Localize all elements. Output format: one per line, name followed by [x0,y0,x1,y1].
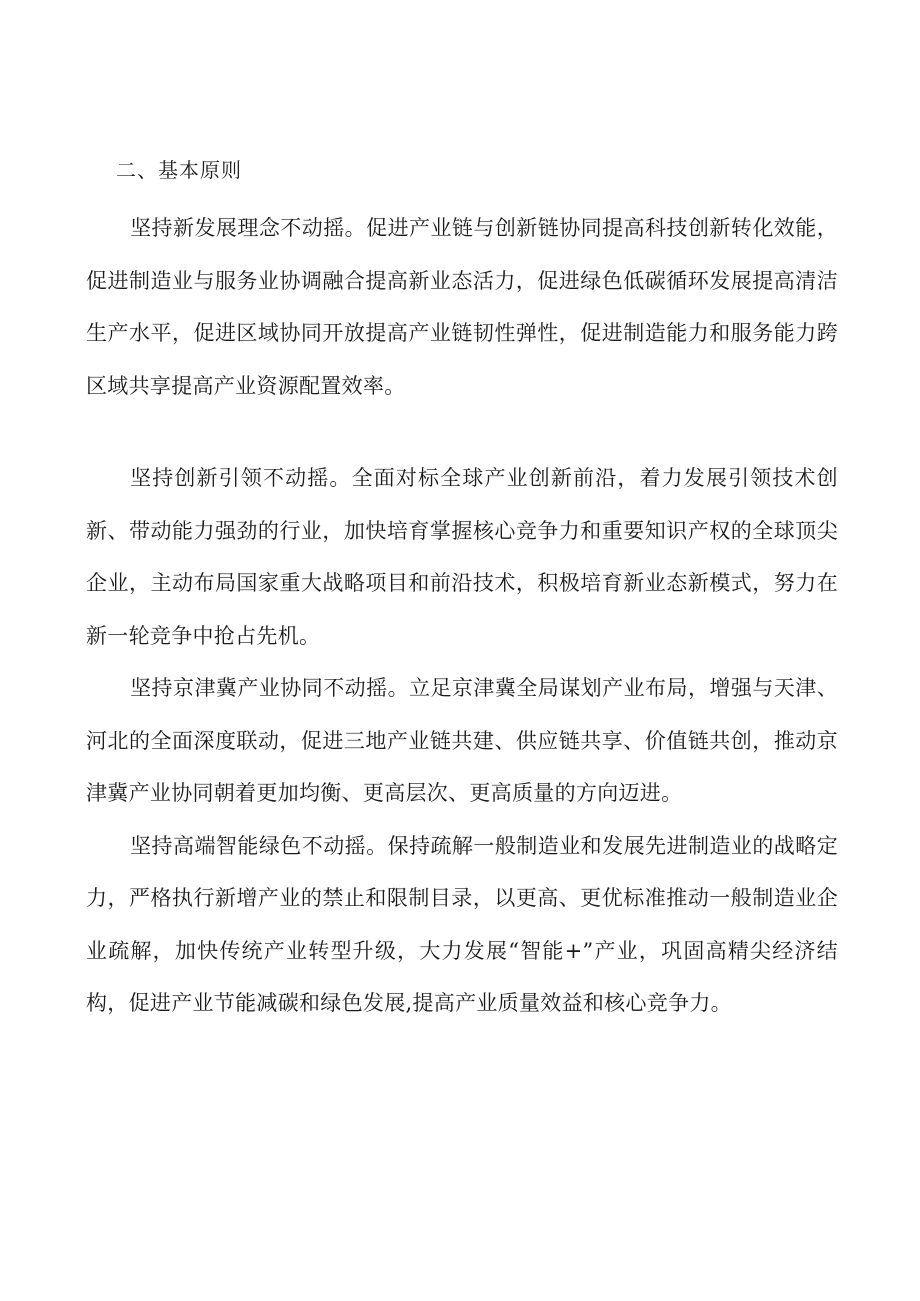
paragraph-high-end-smart-green: 坚持高端智能绿色不动摇。保持疏解一般制造业和发展先进制造业的战略定力，严格执行新增产业的禁止和限制目录，以更高、更优标准推动一般制造业企业疏解，加快传统产业转型升级，大力发展“智能+”产业，巩固高精尖经济结构，促进产业节能减碳和绿色发展,提高产业质量效益和核心竞争力。 [86,833,838,1015]
document-body [86,150,838,1030]
section-heading: 二、基本原则 [116,158,242,182]
paragraph-new-development-concept: 坚持新发展理念不动摇。促进产业链与创新链协同提高科技创新转化效能，促进制造业与服务业协调融合提高新业态活力，促进绿色低碳循环发展提高清洁生产水平，促进区域协同开放提高产业链韧性弹性，促进制造能力和服务能力跨区域共享提高产业资源配置效率。 [86,216,838,398]
paragraph-jingjinji-coordination: 坚持京津冀产业协同不动摇。立足京津冀全局谋划产业布局，增强与天津、河北的全面深度联动，促进三地产业链共建、供应链共享、价值链共创，推动京津冀产业协同朝着更加均衡、更高层次、更高质量的方向迈进。 [86,676,838,805]
paragraph-innovation-leadership: 坚持创新引领不动摇。全面对标全球产业创新前沿，着力发展引领技术创新、带动能力强劲的行业，加快培育掌握核心竞争力和重要知识产权的全球顶尖企业，主动布局国家重大战略项目和前沿技术，积极培育新业态新模式，努力在新一轮竞争中抢占先机。 [86,466,838,648]
